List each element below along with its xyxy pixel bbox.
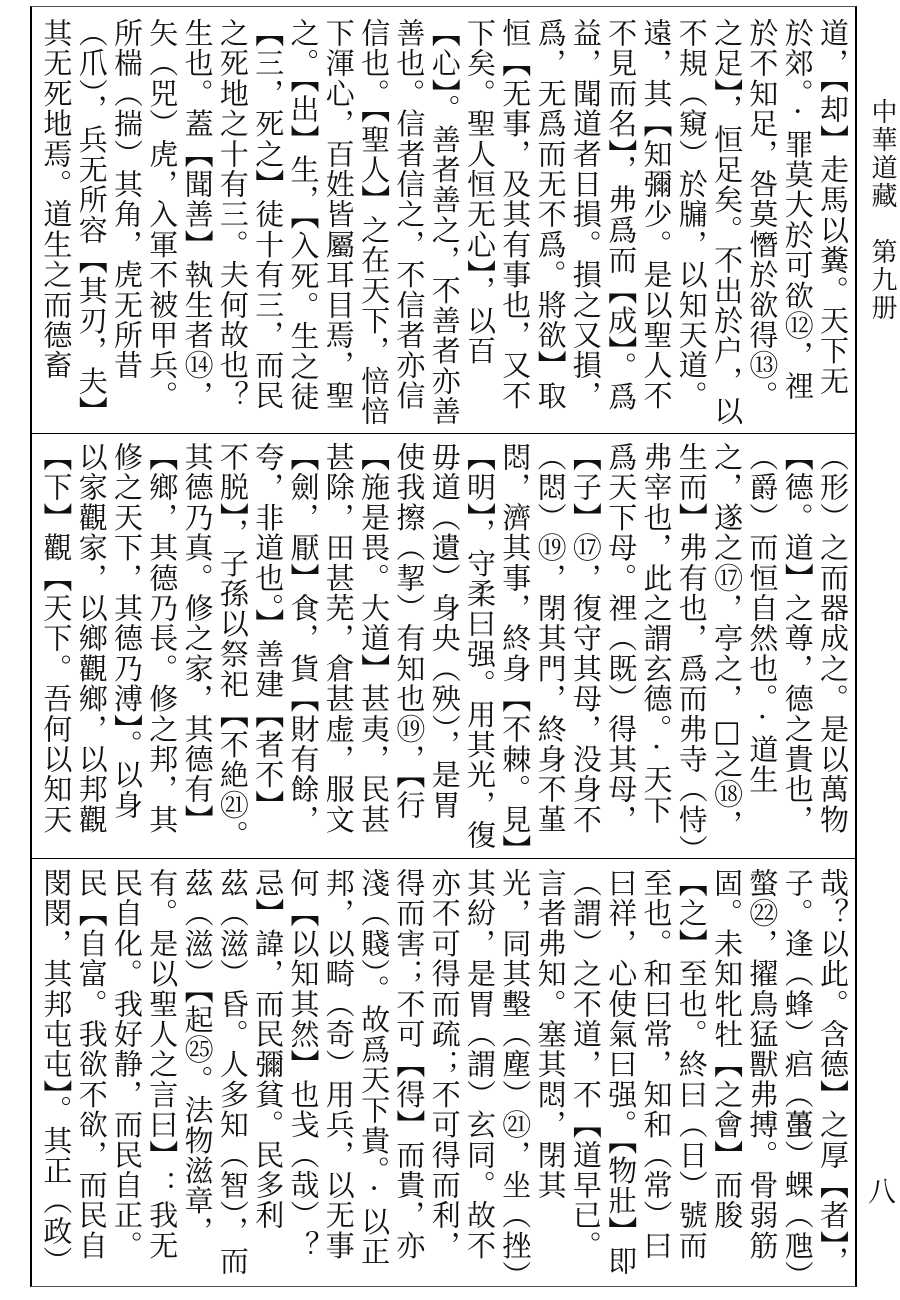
- text-column: 弗宰也，此之謂玄德。·天下: [639, 442, 674, 826]
- text-column: 信也。【聖人】之在天下，㥉㥉: [357, 18, 392, 427]
- text-column: 茲（滋）【起㉕。法物滋章，: [180, 868, 215, 1247]
- text-band-middle: [32, 442, 852, 854]
- text-column: 【之】至也。終曰（日）號而: [674, 868, 709, 1261]
- text-column: 螫㉒，擢鳥猛獸弗搏。骨弱筋: [745, 868, 780, 1261]
- text-column: 邦，以畸（奇）用兵，以无事: [321, 868, 356, 1261]
- text-column: 於不知足，咎莫憯於欲得⑬。: [745, 18, 780, 411]
- text-column: 修之天下，其德乃溥】。以身: [110, 442, 144, 821]
- text-column: 【明】，守柔曰强。用其光，復: [463, 442, 497, 851]
- text-column: 之足】，恒足矣。不出於户，以: [710, 18, 745, 427]
- text-column: 曰祥，心使氣曰强。【物壯】即: [604, 868, 639, 1277]
- text-column: 言者弗知。塞其悶，閉其: [533, 868, 568, 1201]
- text-column: （形）之而器成之。是以萬物: [816, 442, 850, 835]
- text-column: （謂）之不道，不【道早已。: [568, 868, 603, 1261]
- text-column: 得而害；不可【得】而貴，亦: [392, 868, 427, 1261]
- text-column: 不見而名】，弗爲而【成】。爲: [604, 18, 639, 412]
- text-column: 【鄉，其德乃長。修之邦，其: [145, 442, 180, 835]
- text-column: 道，【却】走馬以糞。天下无: [816, 18, 850, 397]
- text-column: 民【自富。我欲不欲，而民自: [74, 868, 109, 1261]
- text-column: 至也。和曰常，知和（常）曰: [639, 868, 674, 1261]
- band-divider-2: [30, 858, 855, 859]
- running-header: 中華道藏 第九册: [867, 98, 897, 322]
- text-column: 閔閔，其邦屯屯】。其正（政）: [39, 868, 74, 1277]
- text-column: 悶，濟其事，終身【不棘。見】: [498, 442, 533, 851]
- text-column: 之死地之十有三。夫何故也？: [215, 18, 250, 411]
- text-column: 爲天下母。𥚃（既）得其母，: [604, 442, 639, 835]
- page-number: 八: [868, 1175, 897, 1208]
- text-column: 何【以知其然】也戋（哉）？: [286, 868, 321, 1261]
- text-band-bottom: [32, 868, 852, 1280]
- text-column: 以家觀家，以鄉觀鄉，以邦觀: [74, 442, 109, 835]
- text-column: 於郊。·罪莫大於可欲⑫，𥚃: [780, 18, 815, 402]
- text-column: 【德。道】之尊，德之貴也，: [780, 442, 815, 835]
- text-column: 【劍，厭】食，貨【財有餘，: [286, 442, 321, 835]
- text-column: 【心】。善者善之，不善者亦善: [427, 18, 462, 427]
- text-column: 使我擦（挈）有知也⑲，【行: [392, 442, 427, 821]
- text-column: 淺（賤）。故爲天下貴。·以正: [357, 868, 392, 1267]
- text-column: 下矣。聖人恒无心】，以百: [463, 18, 497, 366]
- text-column: 其德乃真。修之家，其德有】: [180, 442, 215, 835]
- text-column: 之。【出】生，【入死。生之徒: [286, 18, 321, 412]
- text-column: 【下】觀【天下。吾何以知天: [39, 442, 74, 835]
- text-band-top: [32, 18, 852, 430]
- text-column: 不規（窺）於牖，以知天道。: [674, 18, 709, 411]
- text-column: 遠，其【知彌少。是以聖人不: [639, 18, 674, 411]
- text-column: 所椯（揣）其角，虎无所昔: [110, 18, 144, 381]
- text-column: 固。未知牝牡【之會】而朘: [710, 868, 745, 1231]
- text-column: 毋道（遺）身央（殃），是胃: [427, 442, 462, 821]
- text-column: 善也。信者信之，不信者亦信: [392, 18, 427, 411]
- band-divider-1: [30, 433, 855, 434]
- text-column: 夸，非道也。】善建【者不】: [251, 442, 286, 821]
- text-column: 其紛，是胃（謂）玄同。故不: [463, 868, 497, 1261]
- text-column: 哉？以此。含德】之厚【者】，: [816, 868, 850, 1277]
- text-column: 甚除，田甚芜，倉甚虚，服文: [321, 442, 356, 835]
- text-column: 民自化。我好静，而民自正。: [110, 868, 144, 1261]
- text-column: 其无死地焉。道生之而德畜: [39, 18, 74, 381]
- text-column: 生也。蓋【聞善】執生者⑭，: [180, 18, 215, 411]
- text-column: 【三，死之】徒十有三，而民: [251, 18, 286, 411]
- text-column: （悶）⑲，閉其門，終身不堇: [533, 442, 568, 835]
- text-column: 恒【无事，及其有事也，又不: [498, 18, 533, 411]
- text-column: 忌】諱，而民彌貧。民多利: [251, 868, 286, 1231]
- text-column: 亦不可得而疏；不可得而利，: [427, 868, 462, 1261]
- text-column: 有。是以聖人之言曰】：我无: [145, 868, 180, 1261]
- text-column: 不脱】，子孫以祭祀【不絶㉑。: [215, 442, 250, 851]
- text-column: 矢（兕）虎，入軍不被甲兵。: [145, 18, 180, 411]
- text-column: 下渾心，百姓皆屬耳目焉，聖: [321, 18, 356, 411]
- text-column: 【施是畏。大道】甚夷，民甚: [357, 442, 392, 835]
- text-column: 益，聞道者日損。損之又損，: [568, 18, 603, 411]
- text-column: （爵）而恒自然也。·道生: [745, 442, 780, 795]
- text-column: 之，遂之⑰，亭之，□之⑱，: [710, 442, 745, 840]
- text-column: 生而】弗有也，爲而弗寺（恃）: [674, 442, 709, 851]
- text-column: 爲，无爲而无不爲。將欲】取: [533, 18, 568, 411]
- text-column: 茲（滋）昏。人多知（智），而: [215, 868, 250, 1277]
- text-column: 【子】⑰，復守其母，没身不: [568, 442, 603, 835]
- text-column: 子。逢（蜂）㾔（蠆）蜾（虺）: [780, 868, 815, 1277]
- text-column: 光，同其墼（塵）㉑，坐（挫）: [498, 868, 533, 1277]
- text-column: （爪），兵无所容【其刃，夫】: [74, 18, 109, 427]
